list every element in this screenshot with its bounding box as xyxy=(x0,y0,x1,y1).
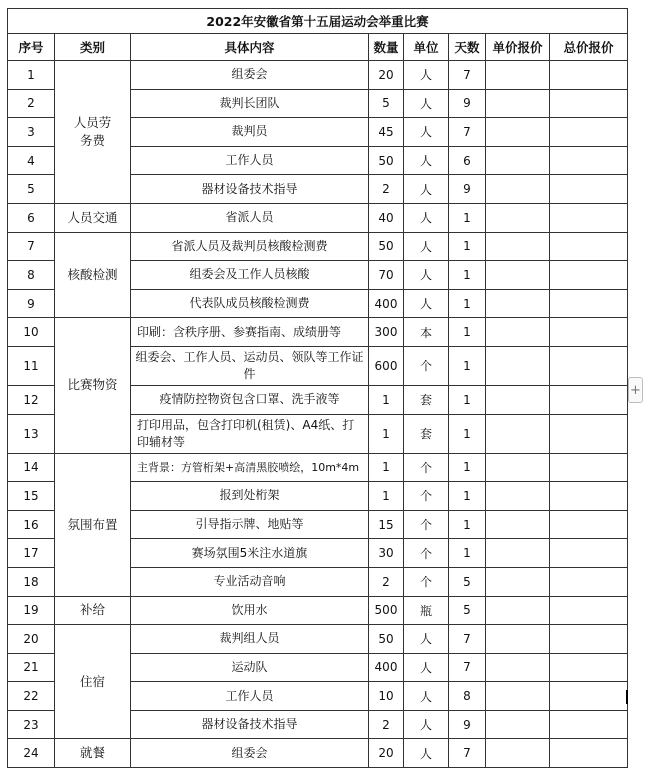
header-content: 具体内容 xyxy=(131,34,369,61)
table-title: 2022年安徽省第十五届运动会举重比赛 xyxy=(8,9,628,34)
category-lodging: 住宿 xyxy=(55,625,131,739)
cell-unit: 人 xyxy=(404,682,449,711)
cell-quantity: 2 xyxy=(369,710,404,739)
cell-no: 21 xyxy=(8,653,55,682)
cell-unit-price[interactable] xyxy=(486,146,550,175)
cell-days: 1 xyxy=(449,232,486,261)
category-label: 人员劳务费 xyxy=(73,114,112,148)
cell-no: 19 xyxy=(8,596,55,625)
cell-days: 7 xyxy=(449,653,486,682)
cell-quantity: 2 xyxy=(369,175,404,204)
cell-days: 7 xyxy=(449,61,486,90)
cell-days: 1 xyxy=(449,453,486,482)
cell-days: 9 xyxy=(449,175,486,204)
cell-content: 报到处桁架 xyxy=(131,482,369,511)
cell-content: 组委会及工作人员核酸 xyxy=(131,261,369,290)
cell-unit-price[interactable] xyxy=(486,653,550,682)
cell-quantity: 20 xyxy=(369,739,404,768)
cell-unit: 瓶 xyxy=(404,596,449,625)
cell-no: 16 xyxy=(8,510,55,539)
cell-total-price[interactable] xyxy=(550,414,628,453)
cell-quantity: 50 xyxy=(369,146,404,175)
cell-total-price[interactable] xyxy=(550,118,628,147)
category-supplies: 比赛物资 xyxy=(55,318,131,453)
cell-quantity: 1 xyxy=(369,453,404,482)
cell-unit: 个 xyxy=(404,567,449,596)
cell-total-price[interactable] xyxy=(550,510,628,539)
cell-quantity: 500 xyxy=(369,596,404,625)
cell-content: 引导指示牌、地贴等 xyxy=(131,510,369,539)
cell-unit-price[interactable] xyxy=(486,625,550,654)
cell-content: 打印用品，包含打印机(租赁)、A4纸、打印辅材等 xyxy=(131,414,369,453)
cell-no: 7 xyxy=(8,232,55,261)
header-unit-price: 单价报价 xyxy=(486,34,550,61)
cell-no: 20 xyxy=(8,625,55,654)
cell-days: 5 xyxy=(449,596,486,625)
cell-quantity: 5 xyxy=(369,89,404,118)
cell-quantity: 600 xyxy=(369,346,404,385)
cell-days: 1 xyxy=(449,539,486,568)
cell-unit: 个 xyxy=(404,539,449,568)
cell-total-price[interactable] xyxy=(550,567,628,596)
cell-unit-price[interactable] xyxy=(486,61,550,90)
cell-unit-price[interactable] xyxy=(486,118,550,147)
cell-days: 1 xyxy=(449,385,486,414)
cell-quantity: 15 xyxy=(369,510,404,539)
cell-content: 裁判组人员 xyxy=(131,625,369,654)
cell-content: 运动队 xyxy=(131,653,369,682)
cell-total-price[interactable] xyxy=(550,89,628,118)
cell-quantity: 20 xyxy=(369,61,404,90)
category-labor xyxy=(55,61,131,204)
cell-unit-price[interactable] xyxy=(486,175,550,204)
cell-total-price[interactable] xyxy=(550,453,628,482)
cell-unit: 人 xyxy=(404,175,449,204)
cell-total-price[interactable] xyxy=(550,203,628,232)
cell-unit-price[interactable] xyxy=(486,289,550,318)
cell-no: 4 xyxy=(8,146,55,175)
table-row xyxy=(8,453,628,482)
cell-unit: 人 xyxy=(404,203,449,232)
header-total-price: 总价报价 xyxy=(550,34,628,61)
cell-days: 6 xyxy=(449,146,486,175)
header-no: 序号 xyxy=(8,34,55,61)
cell-unit-price[interactable] xyxy=(486,318,550,347)
table-row xyxy=(8,318,628,347)
cell-total-price[interactable] xyxy=(550,61,628,90)
text-cursor-icon xyxy=(626,690,628,704)
cell-content: 省派人员 xyxy=(131,203,369,232)
cell-quantity: 2 xyxy=(369,567,404,596)
cell-total-price[interactable] xyxy=(550,261,628,290)
category-decor: 氛围布置 xyxy=(55,453,131,596)
cell-unit: 本 xyxy=(404,318,449,347)
cell-quantity: 400 xyxy=(369,653,404,682)
cell-days: 1 xyxy=(449,510,486,539)
cell-days: 9 xyxy=(449,89,486,118)
add-icon[interactable]: + xyxy=(628,377,643,403)
cell-quantity: 1 xyxy=(369,414,404,453)
cell-quantity: 1 xyxy=(369,482,404,511)
cell-unit-price[interactable] xyxy=(486,539,550,568)
cell-content: 主背景：方管桁架+高清黑胶喷绘，10m*4m xyxy=(131,453,369,482)
cell-no: 9 xyxy=(8,289,55,318)
cell-no: 14 xyxy=(8,453,55,482)
cell-no: 17 xyxy=(8,539,55,568)
cell-total-price[interactable] xyxy=(550,596,628,625)
cell-unit: 人 xyxy=(404,146,449,175)
cell-content: 专业活动音响 xyxy=(131,567,369,596)
cell-quantity: 70 xyxy=(369,261,404,290)
cell-content: 器材设备技术指导 xyxy=(131,175,369,204)
cell-total-price[interactable] xyxy=(550,175,628,204)
cell-total-price[interactable] xyxy=(550,710,628,739)
cell-unit: 人 xyxy=(404,625,449,654)
cell-unit-price[interactable] xyxy=(486,710,550,739)
table-row xyxy=(8,739,628,768)
cell-total-price[interactable] xyxy=(550,346,628,385)
cell-days: 7 xyxy=(449,739,486,768)
cell-content: 组委会、工作人员、运动员、领队等工作证件 xyxy=(131,346,369,385)
cell-content: 饮用水 xyxy=(131,596,369,625)
cell-days: 1 xyxy=(449,482,486,511)
cell-days: 1 xyxy=(449,203,486,232)
cell-unit: 套 xyxy=(404,414,449,453)
cell-content: 赛场氛围5米注水道旗 xyxy=(131,539,369,568)
cell-no: 11 xyxy=(8,346,55,385)
cell-unit-price[interactable] xyxy=(486,203,550,232)
header-category: 类别 xyxy=(55,34,131,61)
cell-total-price[interactable] xyxy=(550,318,628,347)
table-row xyxy=(8,61,628,90)
cell-unit: 人 xyxy=(404,118,449,147)
cell-days: 7 xyxy=(449,625,486,654)
cell-total-price[interactable] xyxy=(550,146,628,175)
cell-quantity: 50 xyxy=(369,232,404,261)
header-unit: 单位 xyxy=(404,34,449,61)
cell-content: 疫情防控物资包含口罩、洗手液等 xyxy=(131,385,369,414)
category-dining: 就餐 xyxy=(55,739,131,768)
cell-unit: 个 xyxy=(404,482,449,511)
cell-unit-price[interactable] xyxy=(486,385,550,414)
cell-unit-price[interactable] xyxy=(486,682,550,711)
cell-quantity: 30 xyxy=(369,539,404,568)
cell-unit-price[interactable] xyxy=(486,739,550,768)
cell-quantity: 300 xyxy=(369,318,404,347)
cell-total-price[interactable] xyxy=(550,653,628,682)
cell-no: 2 xyxy=(8,89,55,118)
cell-unit: 个 xyxy=(404,453,449,482)
cell-quantity: 1 xyxy=(369,385,404,414)
cell-content: 组委会 xyxy=(131,61,369,90)
cell-unit: 人 xyxy=(404,710,449,739)
cell-total-price[interactable] xyxy=(550,739,628,768)
cell-no: 3 xyxy=(8,118,55,147)
table-row xyxy=(8,625,628,654)
cell-unit-price[interactable] xyxy=(486,414,550,453)
table-row xyxy=(8,232,628,261)
cell-no: 23 xyxy=(8,710,55,739)
cell-unit: 人 xyxy=(404,89,449,118)
cell-unit: 人 xyxy=(404,232,449,261)
cell-unit-price[interactable] xyxy=(486,453,550,482)
cell-unit-price[interactable] xyxy=(486,89,550,118)
cell-no: 18 xyxy=(8,567,55,596)
cell-content: 省派人员及裁判员核酸检测费 xyxy=(131,232,369,261)
cell-days: 1 xyxy=(449,346,486,385)
cell-total-price[interactable] xyxy=(550,232,628,261)
cell-days: 1 xyxy=(449,414,486,453)
category-transport: 人员交通 xyxy=(55,203,131,232)
cell-no: 24 xyxy=(8,739,55,768)
cell-no: 13 xyxy=(8,414,55,453)
cell-unit: 套 xyxy=(404,385,449,414)
cell-days: 5 xyxy=(449,567,486,596)
cell-quantity: 40 xyxy=(369,203,404,232)
header-quantity: 数量 xyxy=(369,34,404,61)
cell-days: 8 xyxy=(449,682,486,711)
cell-quantity: 45 xyxy=(369,118,404,147)
cell-quantity: 50 xyxy=(369,625,404,654)
cell-unit: 人 xyxy=(404,653,449,682)
quote-table xyxy=(7,8,628,768)
header-days: 天数 xyxy=(449,34,486,61)
cell-content: 组委会 xyxy=(131,739,369,768)
cell-unit: 人 xyxy=(404,289,449,318)
cell-total-price[interactable] xyxy=(550,625,628,654)
cell-content: 代表队成员核酸检测费 xyxy=(131,289,369,318)
cell-unit: 人 xyxy=(404,261,449,290)
cell-content: 工作人员 xyxy=(131,146,369,175)
cell-quantity: 10 xyxy=(369,682,404,711)
cell-content: 工作人员 xyxy=(131,682,369,711)
cell-days: 9 xyxy=(449,710,486,739)
cell-unit-price[interactable] xyxy=(486,510,550,539)
cell-content: 裁判员 xyxy=(131,118,369,147)
cell-no: 12 xyxy=(8,385,55,414)
cell-no: 15 xyxy=(8,482,55,511)
cell-total-price[interactable] xyxy=(550,385,628,414)
cell-no: 22 xyxy=(8,682,55,711)
cell-unit-price[interactable] xyxy=(486,567,550,596)
cell-unit-price[interactable] xyxy=(486,596,550,625)
cell-days: 1 xyxy=(449,318,486,347)
cell-no: 5 xyxy=(8,175,55,204)
cell-days: 7 xyxy=(449,118,486,147)
cell-unit: 个 xyxy=(404,346,449,385)
cell-no: 1 xyxy=(8,61,55,90)
cell-total-price[interactable] xyxy=(550,682,628,711)
cell-content: 器材设备技术指导 xyxy=(131,710,369,739)
cell-unit: 人 xyxy=(404,61,449,90)
cell-days: 1 xyxy=(449,289,486,318)
cell-unit-price[interactable] xyxy=(486,232,550,261)
cell-total-price[interactable] xyxy=(550,482,628,511)
cell-total-price[interactable] xyxy=(550,539,628,568)
table-row xyxy=(8,596,628,625)
cell-unit: 个 xyxy=(404,510,449,539)
cell-unit-price[interactable] xyxy=(486,346,550,385)
cell-unit-price[interactable] xyxy=(486,261,550,290)
cell-content: 裁判长团队 xyxy=(131,89,369,118)
cell-unit: 人 xyxy=(404,739,449,768)
cell-no: 8 xyxy=(8,261,55,290)
cell-no: 6 xyxy=(8,203,55,232)
cell-total-price[interactable] xyxy=(550,289,628,318)
table-row xyxy=(8,203,628,232)
cell-no: 10 xyxy=(8,318,55,347)
cell-unit-price[interactable] xyxy=(486,482,550,511)
cell-content: 印刷：含秩序册、参赛指南、成绩册等 xyxy=(131,318,369,347)
cell-quantity: 400 xyxy=(369,289,404,318)
cell-days: 1 xyxy=(449,261,486,290)
category-supply: 补给 xyxy=(55,596,131,625)
category-testing: 核酸检测 xyxy=(55,232,131,318)
